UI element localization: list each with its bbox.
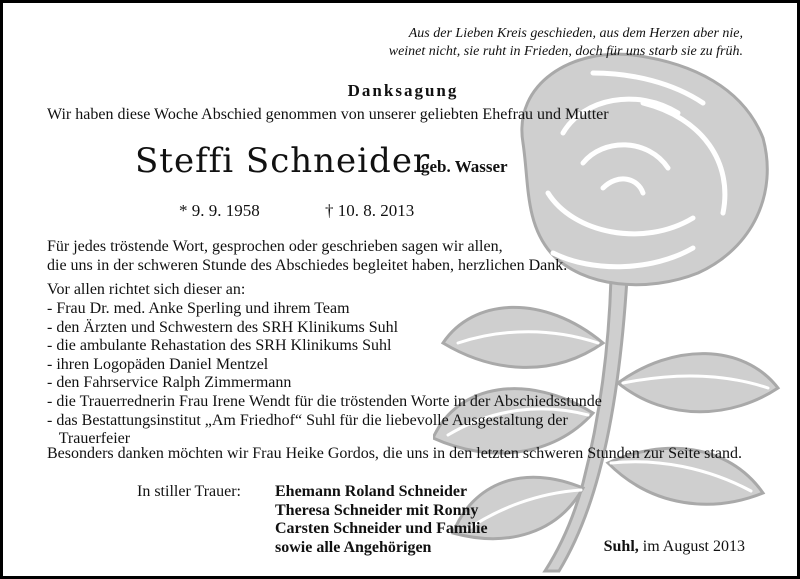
death-date: † 10. 8. 2013 bbox=[325, 201, 415, 220]
mourner: Ehemann Roland Schneider bbox=[275, 483, 468, 500]
thanks-line: Für jedes tröstende Wort, gesprochen oder geschrieben sagen wir allen, bbox=[47, 238, 503, 255]
intro-text: Wir haben diese Woche Abschied genommen von unserer geliebten Ehefrau und Mutter bbox=[47, 106, 609, 123]
place-date bbox=[604, 538, 745, 556]
poem-line: weinet nicht, sie ruht in Frieden, doch für uns starb sie zu früh. bbox=[388, 44, 743, 59]
deceased-name: Steffi Schneider bbox=[135, 141, 431, 181]
list-item: - den Ärzten und Schwestern des SRH Klinikums Suhl bbox=[47, 318, 399, 336]
date: im August 2013 bbox=[642, 538, 745, 555]
list-item: - Frau Dr. med. Anke Sperling und ihrem Team bbox=[47, 300, 350, 317]
list-item: - ihren Logopäden Daniel Mentzel bbox=[47, 355, 269, 373]
list-intro: Vor allen richtet sich dieser an: bbox=[47, 281, 246, 298]
list-item: - die ambulante Rehastation des SRH Klinikums Suhl bbox=[47, 337, 392, 355]
mourner: Theresa Schneider mit Ronny bbox=[275, 501, 479, 519]
special-thanks: Besonders danken möchten wir Frau Heike Gordos, die uns in den letzten schweren Stunden zur Seite stand. bbox=[47, 445, 742, 462]
poem-line: Aus der Lieben Kreis geschieden, aus dem Herzen aber nie, bbox=[408, 26, 743, 41]
mourner: Carsten Schneider und Familie bbox=[275, 520, 488, 537]
place: Suhl, bbox=[603, 538, 639, 555]
list-item: Trauerfeier bbox=[47, 430, 131, 448]
list-item: - den Fahrservice Ralph Zimmermann bbox=[47, 374, 292, 392]
thanks-list bbox=[47, 300, 602, 449]
page-title: Danksagung bbox=[347, 81, 459, 100]
list-item: - das Bestattungsinstitut „Am Friedhof“ Suhl für die liebevolle Ausgestaltung der bbox=[47, 411, 568, 429]
thanks-line: die uns in der schweren Stunde des Abschiedes begleitet haben, herzlichen Dank. bbox=[47, 257, 568, 274]
thanks-text bbox=[47, 237, 567, 275]
mourner: sowie alle Angehörigen bbox=[275, 538, 432, 556]
birth-name: geb. Wasser bbox=[421, 157, 508, 176]
poem bbox=[389, 25, 743, 61]
mourners-list bbox=[275, 483, 488, 557]
birth-date: * 9. 9. 1958 bbox=[179, 201, 260, 220]
mourning-label: In stiller Trauer: bbox=[137, 483, 241, 500]
list-item: - die Trauerrednerin Frau Irene Wendt für die tröstenden Worte in der Abschiedsstunde bbox=[47, 392, 602, 410]
